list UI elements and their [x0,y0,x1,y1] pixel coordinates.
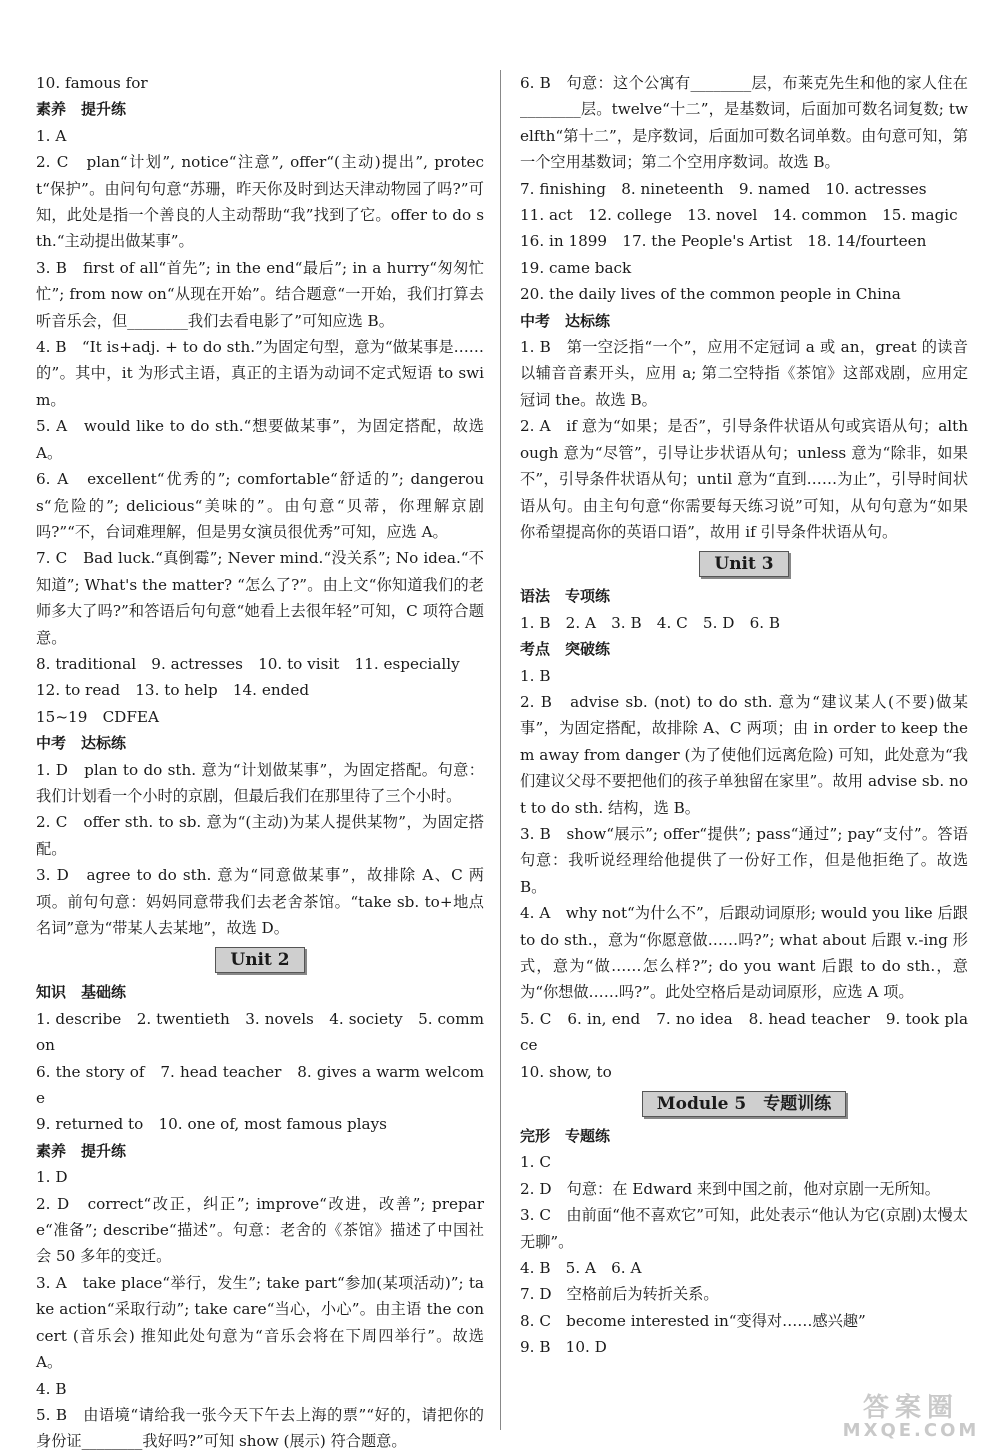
answer-line: 3. A take place“举行，发生”; take part“参加(某项活动)”; take action“采取行动”; take care“当心，小心”。由主语 the concert (音乐会) 推知此处句意为“音乐会将在下周四举行”。故选 A。 [36,1273,489,1372]
answer-line: 3. B first of all“首先”; in the end“最后”; in a hurry“匆匆忙忙”; from now on“从现在开始”。结合题意“一开始，我们打算去听音乐会，但________我们去看电影了”可知应选 B。 [36,258,484,330]
answer-line: 1. describe 2. twentieth 3. novels 4. society 5. common [36,1009,484,1055]
answer-line: 1. A [36,126,67,145]
section-header: 考点 突破练 [520,640,611,659]
watermark-logo [836,1387,986,1443]
answer-line: 2. A if 意为“如果；是否”，引导条件状语从句或宾语从句；although 意为“尽管”，引导让步状语从句；unless 意为“除非，如果不”，引导条件状语从句；until 意为“直到……为止”，引导时间状语从句。由主句句意“你需要每天练习说”可知，从句句意为“如果你希望提高你的英语口语”，故用 if 引导条件状语从句。 [520,417,968,541]
answer-line: 4. B “It is+adj. + to do sth.”为固定句型，意为“做某事是……的”。其中，it 为形式主语，真正的主语为动词不定式短语 to swim。 [36,338,484,409]
unit-heading [520,545,968,583]
answer-line: 9. B 10. D [520,1338,607,1357]
answer-line: 20. the daily lives of the common people in China [520,285,901,304]
watermark-bottom: MXQE.COM [842,1420,980,1441]
answer-line: 11. act 12. college 13. novel 14. common 15. magic [520,206,958,225]
section-header: 中考 达标练 [520,311,611,330]
answer-line: 10. show, to [520,1062,612,1081]
answer-line: 12. to read 13. to help 14. ended [36,681,310,700]
answer-line: 2. C plan“计划”, notice“注意”, offer“(主动)提出”, protect“保护”。由问句句意“苏珊，昨天你及时到达天津动物园了吗?”可知，此处是指一个善良的人主动帮助“我”找到了它。offer to do sth.“主动提出做某事”。 [36,153,484,251]
answer-line: 16. in 1899 17. the People's Artist 18. 14/fourteen [520,232,927,251]
section-header: 知识 基础练 [36,983,127,1002]
answer-line: 2. D 句意：在 Edward 来到中国之前，他对京剧一无所知。 [520,1179,940,1198]
answer-line: 1. D plan to do sth. 意为“计划做某事”，为固定搭配。句意：我们计划看一个小时的京剧，但最后我们在那里待了三个小时。 [36,760,484,805]
right-column [520,70,973,1361]
answer-line: 10. famous for [36,74,148,92]
column-divider [500,70,501,1430]
unit-heading [520,1085,968,1123]
answer-line: 5. C 6. in, end 7. no idea 8. head teacher 9. took place [520,1009,968,1055]
answer-line: 7. finishing 8. nineteenth 9. named 10. actresses [520,179,927,198]
section-header: 中考 达标练 [36,734,127,753]
answer-line: 8. traditional 9. actresses 10. to visit 11. especially [36,654,460,673]
watermark-top: 答案圈 [862,1393,959,1423]
answer-line: 1. B 第一空泛指“一个”，应用不定冠词 a 或 an，great 的读音以辅音音素开头，应用 a; 第二空特指《茶馆》这部戏剧，应用定冠词 the。故选 B。 [520,338,968,409]
answer-line: 7. D 空格前后为转折关系。 [520,1285,719,1304]
answer-line: 1. D [36,1168,68,1187]
answer-line: 5. A would like to do sth.“想要做某事”，为固定搭配，故选 A。 [36,417,489,462]
answer-line: 15~19 CDFEA [36,707,159,726]
answer-line: 9. returned to 10. one of, most famous plays [36,1115,387,1134]
answer-line: 2. D correct“改正，纠正”; improve“改进，改善”; prepare“准备”; describe“描述”。句意：老舍的《茶馆》描述了中国社会 50 多年的变迁。 [36,1194,484,1266]
unit-heading-label: Unit 2 [215,947,304,973]
left-column [36,70,489,1455]
answer-line: 8. C become interested in“变得对……感兴趣” [520,1311,866,1330]
answer-line: 2. B advise sb. (not) to do sth. 意为“建议某人(不要)做某事”，为固定搭配，故排除 A、C 两项；由 in order to keep them away from danger (为了使他们远离危险) 可知，此处意为“我们建议父母不要把他们的孩子单独留在家里”。故用 advise sb. not to do sth. 结构，选 B。 [520,692,968,817]
answer-line: 1. C [520,1153,551,1172]
section-header: 完形 专题练 [520,1127,611,1146]
answer-line: 4. B 5. A 6. A [520,1259,642,1278]
answer-line: 2. C offer sth. to sb. 意为“(主动)为某人提供某物”，为固定搭配。 [36,813,484,858]
unit-heading [36,941,484,979]
answer-line: 3. C 由前面“他不喜欢它”可知，此处表示“他认为它(京剧)太慢太无聊”。 [520,1206,968,1251]
answer-line: 4. B [36,1379,67,1398]
answer-line: 5. B 由语境“请给我一张今天下午去上海的票”“好的，请把你的身份证________我好吗?”可知 show (展示) 符合题意。 [36,1405,484,1451]
answer-line: 1. B [520,666,551,685]
answer-line: 19. came back [520,258,632,277]
answer-line: 7. C Bad luck.“真倒霉”; Never mind.“没关系”; No idea.“不知道”; What's the matter? “怎么了?”。由上文“你知道我们的老师多大了吗?”和答语后句句意“她看上去很年轻”可知，C 项符合题意。 [36,549,484,647]
answer-line: 3. D agree to do sth. 意为“同意做某事”，故排除 A、C 两项。前句句意：妈妈同意带我们去老舍茶馆。“take sb. to+地点名词”意为“带某人去某地”，故选 D。 [36,866,484,937]
answer-line: 3. B show“展示”; offer“提供”; pass“通过”; pay“支付”。答语句意：我听说经理给他提供了一份好工作，但是他拒绝了。故选 B。 [520,824,973,896]
answer-line: 1. B 2. A 3. B 4. C 5. D 6. B [520,613,781,632]
answer-line: 4. A why not“为什么不”，后跟动词原形; would you like 后跟 to do sth.，意为“你愿意做……吗?”; what about 后跟 v.-ing 形式，意为“做……怎么样?”; do you want 后跟 to do sth.，意为“你想做……吗?”。此处空格后是动词原形，应选 A 项。 [520,904,973,1002]
unit-heading-label: Module 5 专题训练 [642,1091,846,1117]
answer-line: 6. B 句意：这个公寓有________层，布莱克先生和他的家人住在________层。twelve“十二”，是基数词，后面加可数名词复数; twelfth“第十二”，是序数词，后面加可数名词单数。由句意可知，第一个空用基数词；第二个空用序数词。故选 B。 [520,74,968,172]
answer-line: 6. the story of 7. head teacher 8. gives a warm welcome [36,1062,484,1108]
section-header: 素养 提升练 [36,100,127,119]
section-header: 语法 专项练 [520,587,611,606]
answer-line: 6. A excellent“优秀的”; comfortable“舒适的”; dangerous“危险的”; delicious“美味的”。由句意“贝蒂，你理解京剧吗?”“不，台词难理解，但是男女演员很优秀”可知，应选 A。 [36,470,484,541]
unit-heading-label: Unit 3 [699,551,788,577]
section-header: 素养 提升练 [36,1141,127,1160]
